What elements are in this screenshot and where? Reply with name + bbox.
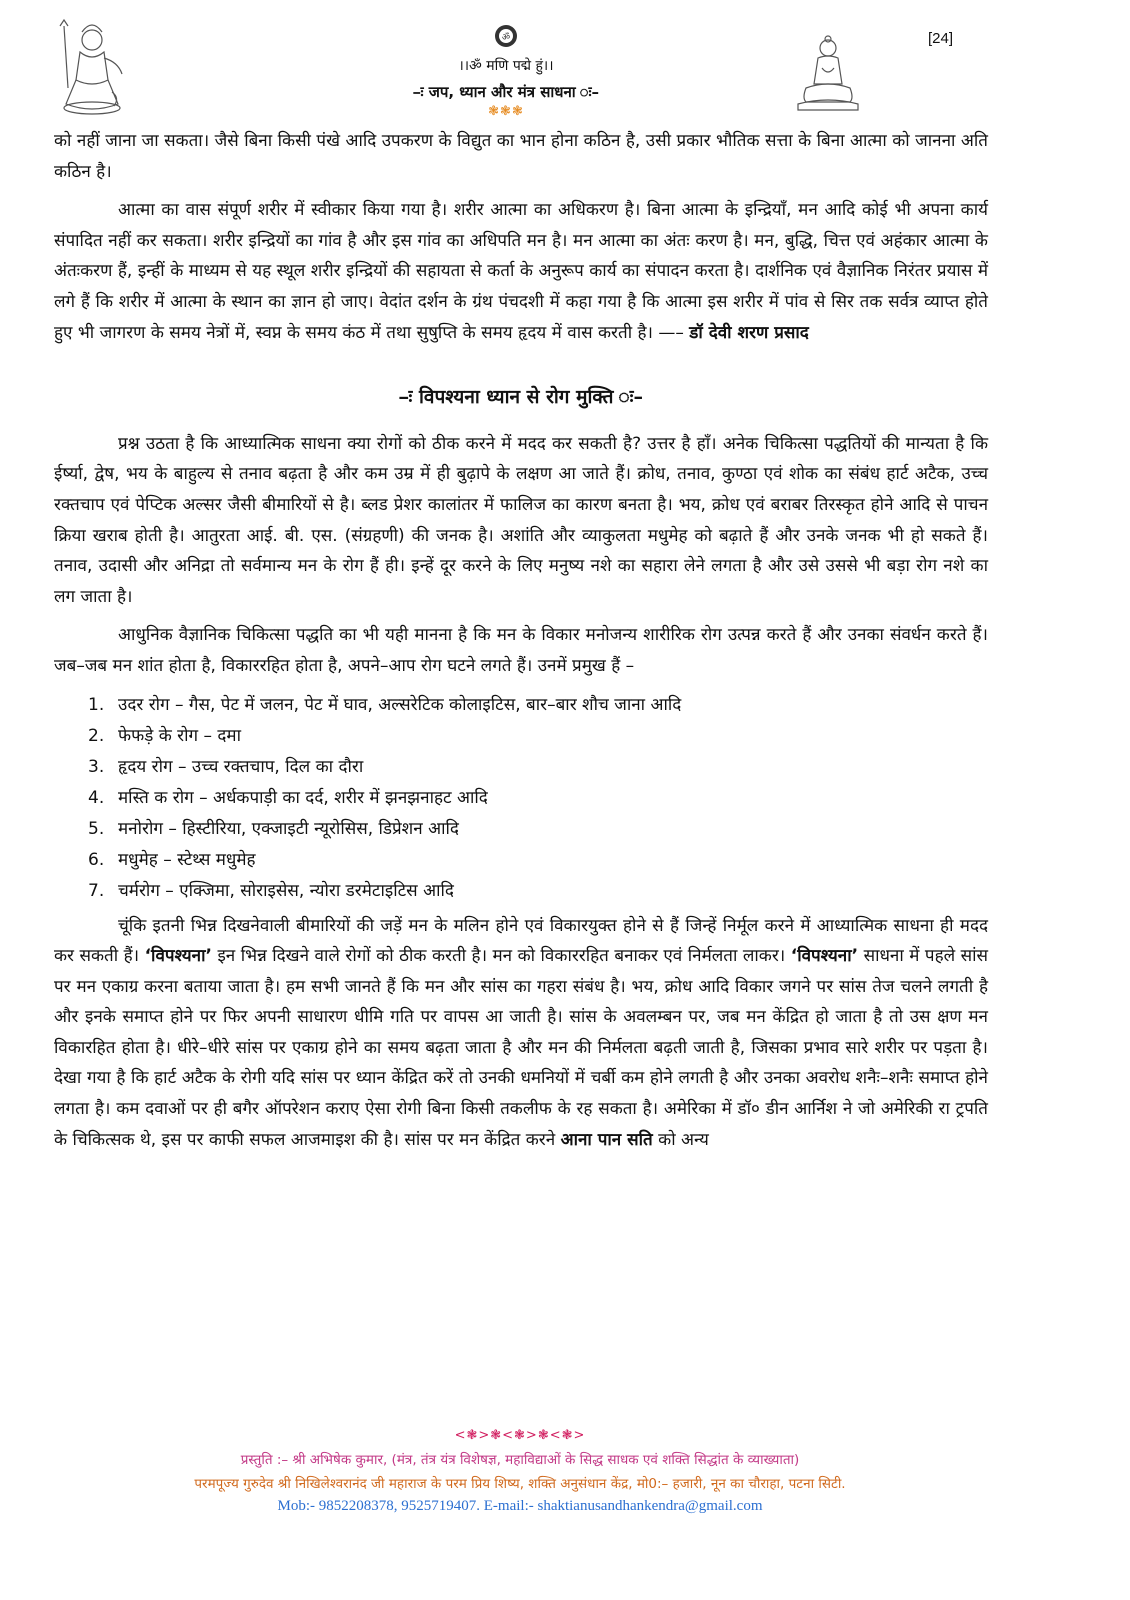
list-item — [88, 752, 988, 783]
footer-contact: Mob:- 9852208378, 9525719407. E-mail:- shaktianusandhankendra@gmail.com — [277, 1498, 763, 1514]
section-heading: –ः विपश्यना ध्यान से रोग मुक्ति ः– — [399, 386, 643, 409]
list-item — [88, 690, 988, 721]
article-body — [54, 126, 988, 1163]
paragraph-1: को नहीं जाना जा सकता। जैसे बिना किसी पंखे आदि उपकरण के विद्युत का भान होना कठिन है, उसी प्रकार भौतिक सत्ता के बिना आत्मा को जानना अति कठिन है। — [54, 131, 988, 182]
paragraph-5-part-a: चूंकि इतनी भिन्न दिखनेवाली बीमारियों की जड़ें मन के मलिन होने एवं विकारयुक्त होने से हैं जिन्हें निर्मूल करने में आध्यात्मिक साधना ही मदद कर सकती हैं। — [54, 915, 988, 967]
vipassana-term: ‘विपश्यना’ — [144, 946, 212, 967]
om-emblem-icon — [494, 24, 518, 48]
svg-text:ॐ: ॐ — [501, 33, 511, 43]
paragraph-4: आधुनिक वैज्ञानिक चिकित्सा पद्धति का भी यही मानना है कि मन के विकार मनोजन्य शारीरिक रोग उत्पन्न करते हैं और उनका संवर्धन करते हैं। जब–जब मन शांत होता है, विकाररहित होता है, अपने–आप रोग घटने लगते हैं। उनमें प्रमुख हैं – — [54, 625, 988, 676]
list-number: 2. — [88, 725, 105, 746]
paragraph-5-part-c: इन भिन्न दिखने वाले रोगों को ठीक करती है। मन को विकाररहित बनाकर एवं निर्मलता लाकर। — [211, 946, 791, 967]
list-number: 3. — [88, 756, 105, 777]
anapana-term: आना पान सति — [560, 1129, 653, 1150]
header-mantra: ।।ॐ मणि पद्मे हुं।। — [458, 58, 554, 74]
footer-ornament: <❃>❃<❃>❃<❃> — [454, 1428, 586, 1443]
header-title: –ः जप, ध्यान और मंत्र साधना ः– — [412, 83, 600, 101]
footer-presenter: प्रस्तुति :– श्री अभिषेक कुमार, (मंत्र, तंत्र यंत्र विशेषज्ञ, महाविद्याओं के सिद्ध साधक एवं शक्ति सिद्धांत के व्याख्याता) — [240, 1452, 800, 1468]
paragraph-2-text: आत्मा का वास संपूर्ण शरीर में स्वीकार किया गया है। शरीर आत्मा का अधिकरण है। बिना आत्मा के इन्द्रियाँ, मन आदि कोई भी अपना कार्य संपादित नहीं कर सकता। शरीर इन्द्रियों का गांव है और इस गांव का अधिपति मन है। मन आत्मा का अंतः करण है। मन, बुद्धि, चित्त एवं अहंकार आत्मा के अंतःकरण हैं, इन्हीं के माध्यम से यह स्थूल शरीर इन्द्रियों की सहायता से कर्ता के अनुरूप कार्य का संपादन करता है। दार्शनिक एवं वैज्ञानिक निरंतर प्रयास में लगे हैं कि शरीर में आत्मा के स्थान का ज्ञान हो जाए। वेदांत दर्शन के ग्रंथ पंचदशी में कहा गया है कि आत्मा इस शरीर में पांव से सिर तक सर्वत्र व्याप्त होते हुए भी जागरण के समय नेत्रों में, स्वप्न के समय कंठ में तथा सुषुप्ति के समय हृदय में वास करती है। —– — [54, 200, 988, 343]
author-name: डॉ देवी शरण प्रसाद — [689, 322, 809, 343]
list-number: 6. — [88, 849, 105, 870]
list-item — [88, 721, 988, 752]
list-text: उदर रोग – गैस, पेट में जलन, पेट में घाव, अल्सरेटिक कोलाइटिस, बार–बार शौच जाना आदि — [118, 694, 682, 715]
list-text: मधुमेह – स्टेथ्स मधुमेह — [118, 849, 256, 870]
page-number: [24] — [928, 30, 954, 47]
paragraph-5-part-e: को अन्य — [652, 1129, 709, 1150]
list-text: हृदय रोग – उच्च रक्तचाप, दिल का दौरा — [118, 756, 364, 777]
list-text: मस्ति क रोग – अर्धकपाड़ी का दर्द, शरीर में झनझनाहट आदि — [118, 787, 488, 808]
disease-list — [54, 690, 988, 907]
list-text: फेफड़े के रोग – दमा — [118, 725, 242, 746]
list-item — [88, 876, 988, 907]
list-item — [88, 783, 988, 814]
list-text: चर्मरोग – एक्जिमा, सोराइसेस, न्योरा डरमेटाइटिस आदि — [118, 880, 454, 901]
paragraph-5-part-d: साधना में पहले सांस पर मन एकाग्र करना बताया जाता है। हम सभी जानते हैं कि मन और सांस का गहरा संबंध है। भय, क्रोध आदि विकार जगने पर सांस तेज चलने लगती है और इनके समाप्त होने पर फिर अपनी साधारण धीमि गति पर वापस आ जाती है। सांस के अवलम्बन पर, जब मन केंद्रित हो जाता है तो उस क्षण मन विकारहित होता है। धीरे–धीरे सांस पर एकाग्र होने का समय बढ़ता जाता है और मन की निर्मलता बढ़ती जाती है, जिसका प्रभाव सारे शरीर पर पड़ता है। देखा गया है कि हार्ट अटैक के रोगी यदि सांस पर ध्यान केंद्रित करें तो उनकी धमनियों में चर्बी कम होने लगती है और उनका अवरोध शनैः–शनैः समाप्त होने लगता है। कम दवाओं पर ही बगैर ऑपरेशन कराए ऐसा रोगी बिना किसी तकलीफ के रह सकता है। अमेरिका में डॉ० डीन आर्निश ने जो अमेरिकी रा ट्रपति के चिकित्सक थे, इस पर काफी सफल आजमाइश की है। सांस पर मन केंद्रित करने — [54, 946, 988, 1150]
paragraph-2 — [54, 195, 988, 348]
paragraph-3: प्रश्न उठता है कि आध्यात्मिक साधना क्या रोगों को ठीक करने में मदद कर सकती है? उत्तर है हाँ। अनेक चिकित्सा पद्धतियों की मान्यता है कि ईर्ष्या, द्वेष, भय के बाहुल्य से तनाव बढ़ता है और कम उम्र में ही बुढ़ापे के लक्षण आ जाते हैं। क्रोध, तनाव, कुण्ठा एवं शोक का संबंध हार्ट अटैक, उच्च रक्तचाप एवं पेप्टिक अल्सर जैसी बीमारियों से है। ब्लड प्रेशर कालांतर में फालिज का कारण बनता है। भय, क्रोध एवं बराबर तिरस्कृत होने आदि से पाचन क्रिया खराब होती है। आतुरता आई. बी. एस. (संग्रहणी) की जनक है। अशांति और व्याकुलता मधुमेह को बढ़ाते हैं और उनके जनक भी हो सकते हैं। तनाव, उदासी और अनिद्रा तो सर्वमान्य मन के रोग हैं ही। इन्हें दूर करने के लिए मनुष्य नशे का सहारा लेने लगता है और उसे उससे भी बड़ा रोग नशे का लग जाता है। — [54, 433, 988, 607]
list-number: 1. — [88, 694, 105, 715]
paragraph-5 — [54, 911, 988, 1156]
list-text: मनोरोग – हिस्टीरिया, एक्जाइटी न्यूरोसिस, डिप्रेशन आदि — [118, 818, 459, 839]
list-number: 7. — [88, 880, 105, 901]
list-item — [88, 845, 988, 876]
header-ornament: ❃❃❃ — [488, 104, 524, 119]
footer-address: परमपूज्य गुरुदेव श्री निखिलेश्वरानंद जी महाराज के परम प्रिय शिष्य, शक्ति अनुसंधान केंद्र, मो0:– हजारी, नून का चौराहा, पटना सिटी. — [194, 1476, 846, 1492]
list-number: 4. — [88, 787, 105, 808]
vipassana-term: ‘विपश्यना’ — [790, 946, 859, 967]
list-item — [88, 814, 988, 845]
list-number: 5. — [88, 818, 105, 839]
